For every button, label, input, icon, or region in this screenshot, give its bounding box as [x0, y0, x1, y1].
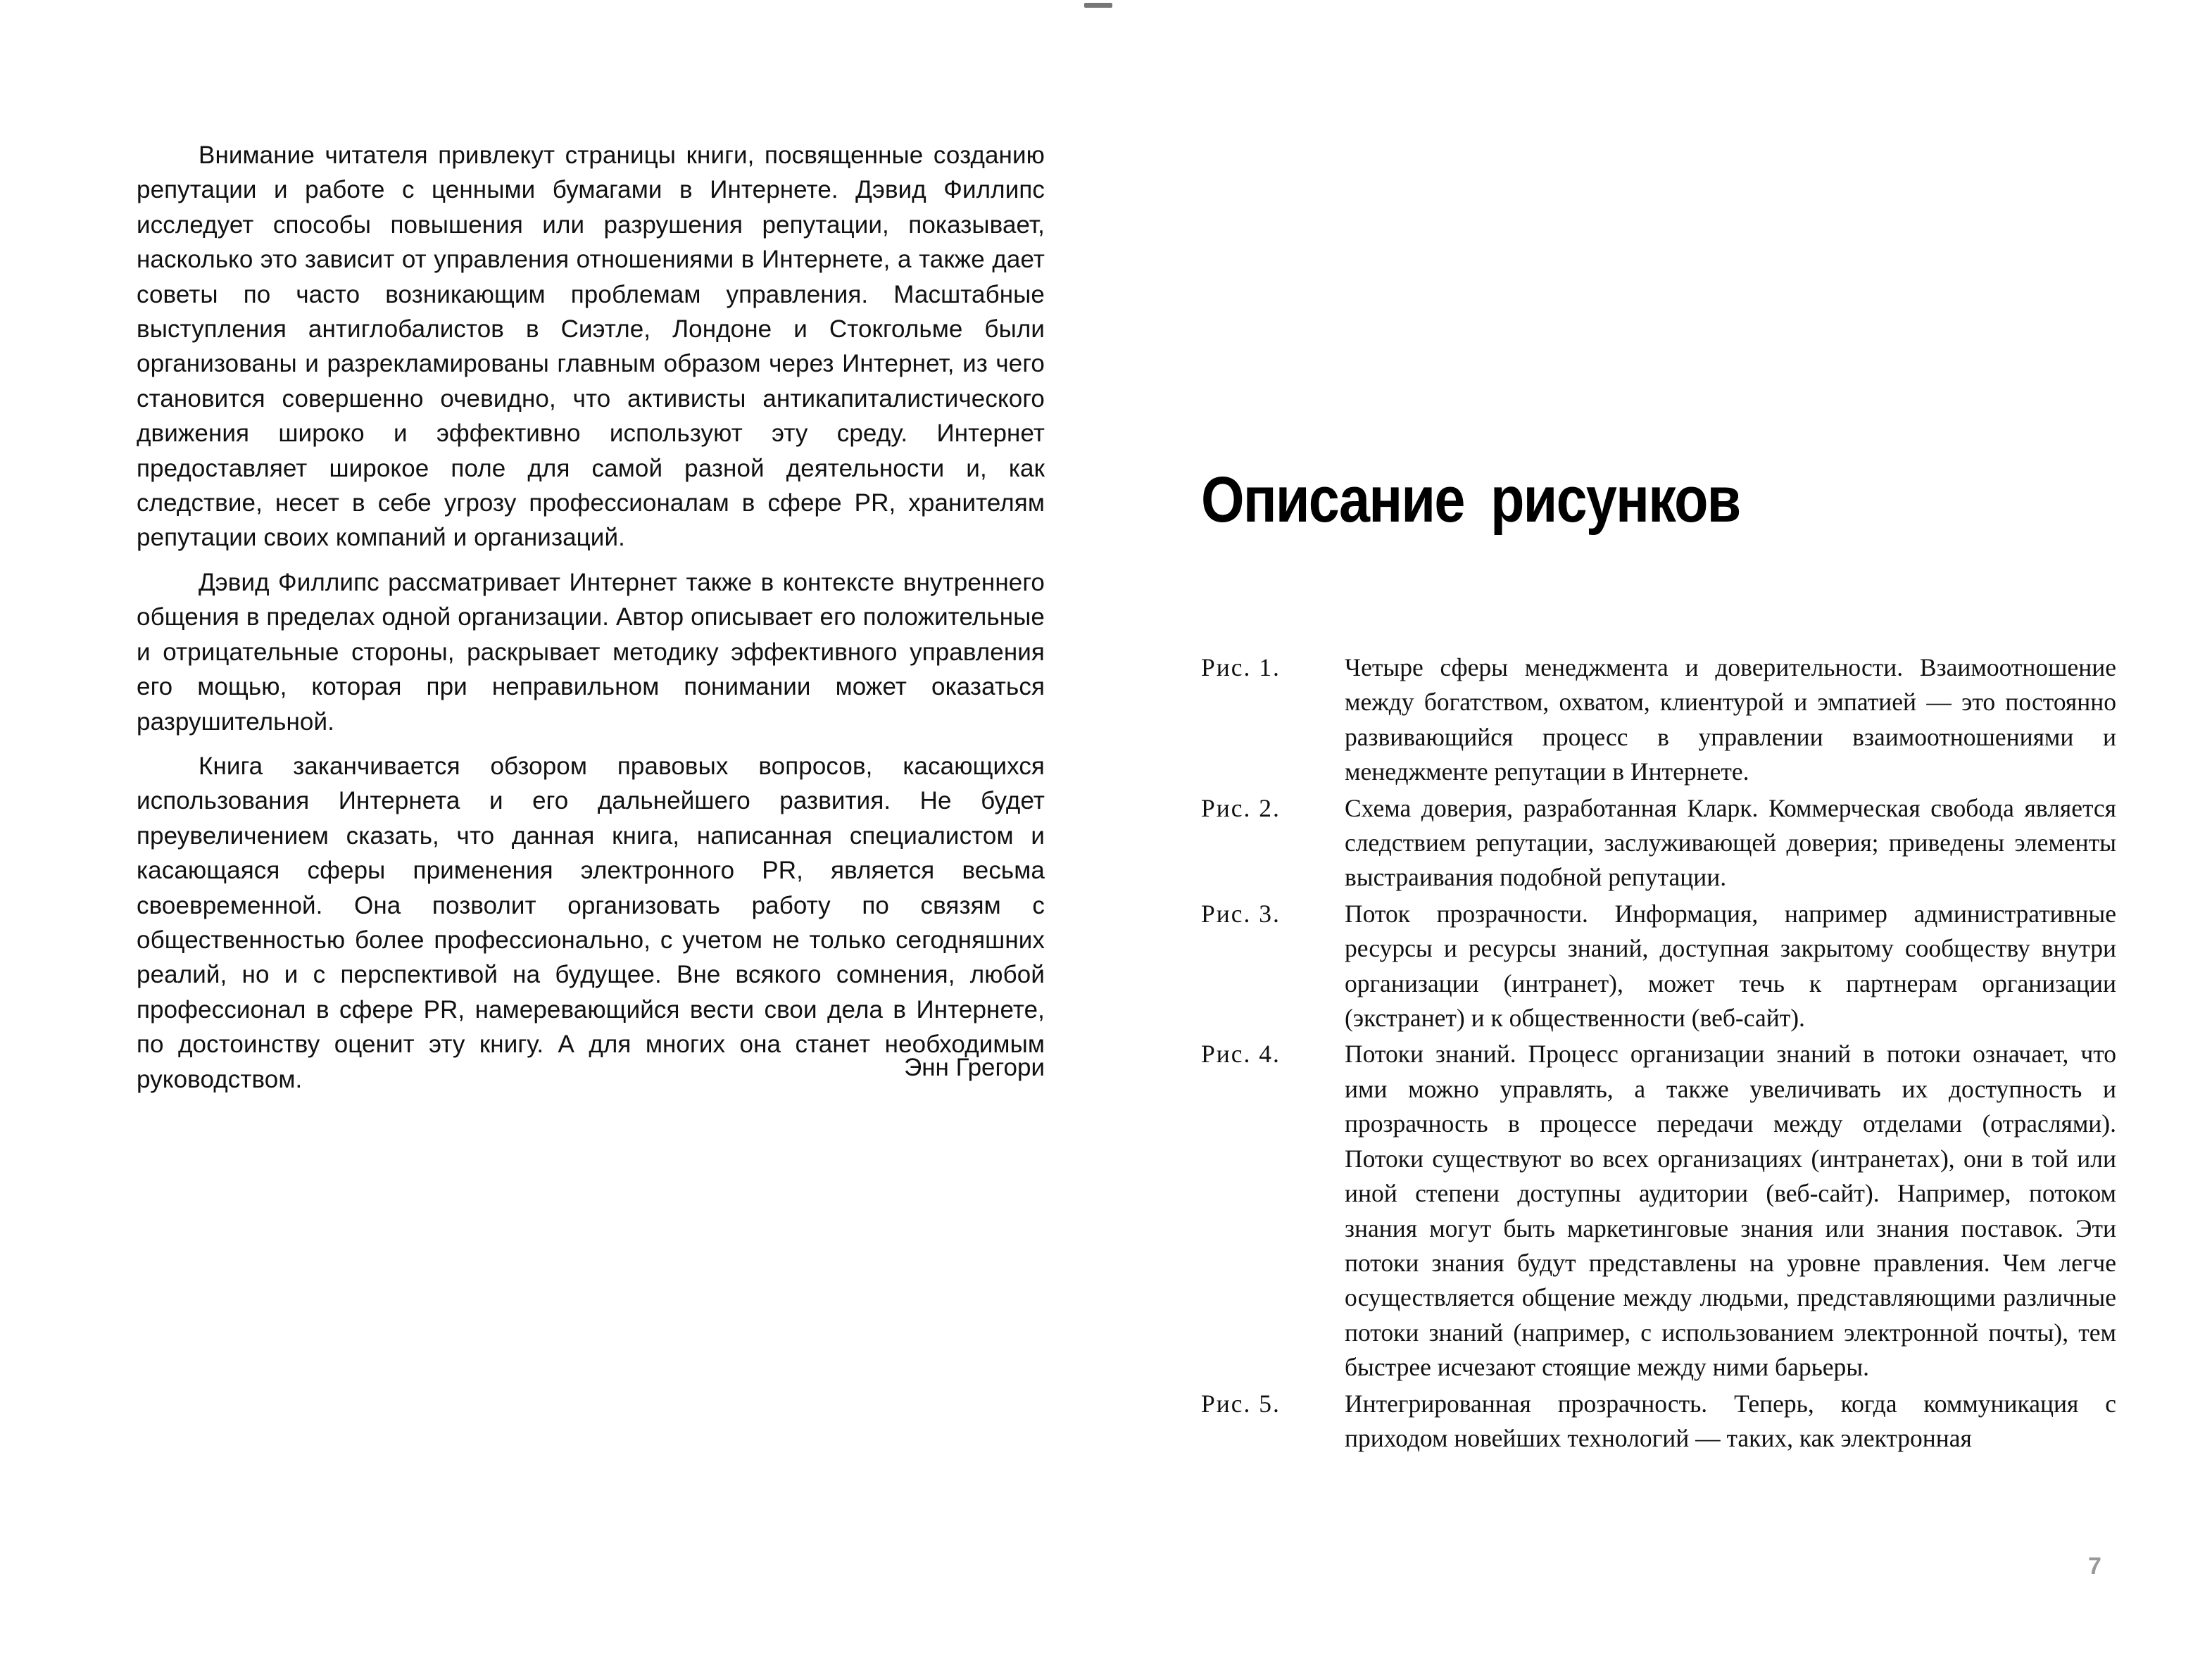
figure-label: Рис. 1. — [1201, 653, 1281, 681]
figure-label: Рис. 2. — [1201, 793, 1281, 822]
figure-label: Рис. 5. — [1201, 1389, 1281, 1418]
chapter-title: Описание рисунков — [1201, 464, 1740, 536]
paragraph: Книга заканчивается обзором правовых вопросов, касающихся использования Интернета и его дальнейшего развития. Не будет преувеличением сказать, что данная книга, написанная специалистом и касающаяся сферы применения электронного PR, является весьма своевременной. Она позволит организовать работу по связям с общественностью более профессионально, с учетом не только сегодняшних реалий, но и с перспективой на будущее. Вне всякого сомнения, любой профессионал в сфере PR, намеревающийся вести свои дела в Интернете, по достоинству оценит эту книгу. А для многих она станет необходимым руководством. — [137, 752, 1045, 1093]
figure-description: Четыре сферы менеджмента и доверительности. Взаимоотношение между богатством, охватом, клиентурой и эмпатией — это постоянно развивающийся процесс в управлении взаимоотношениями и менеджменте репутации в Интернете. — [1345, 653, 2116, 786]
figure-entry — [1201, 897, 2116, 1036]
paragraph: Внимание читателя привлекут страницы книги, посвященные созданию репутации и работе с ценными бумагами в Интернете. Дэвид Филлипс исследует способы повышения или разрушения репутации, показывает, насколько это зависит от управления отношениями в Интернете, а также дает советы по часто возникающим проблемам управления. Масштабные выступления антиглобалистов в Сиэтле, Лондоне и Стокгольме были организованы и разрекламированы главным образом через Интернет, из чего становится совершенно очевидно, что активисты антикапиталистического движения широко и эффективно используют эту среду. Интернет предоставляет широкое поле для самой разной деятельности и, как следствие, несет в себе угрозу профессионалам в сфере PR, хранителям репутации своих компаний и организаций. — [137, 141, 1045, 552]
figure-description: Поток прозрачности. Информация, например административные ресурсы и ресурсы знаний, доступная закрытому сообществу внутри организации (интранет), может течь к партнерам организации (экстранет) и к общественности (веб-сайт). — [1345, 899, 2116, 1033]
figure-entry — [1201, 650, 2116, 790]
figure-list — [1201, 650, 2116, 1457]
figure-entry — [1201, 1037, 2116, 1385]
figure-description: Интегрированная прозрачность. Теперь, когда коммуникация с приходом новейших технологий — таких, как электронная — [1345, 1389, 2116, 1452]
figure-description: Потоки знаний. Процесс организации знаний в потоки означает, что ими можно управлять, а также увеличивать их доступность и прозрачность в процессе передачи между отделами (отраслями). Потоки существуют во всех организациях (интранетах), они в той или иной степени доступны аудитории (веб-сайт). Например, потоком знания могут быть маркетинговые знания или знания поставок. Эти потоки знания будут представлены на уровне правления. Чем легче осуществляется общение между людьми, представляющими различные потоки знаний (например, с использованием электронной почты), тем быстрее исчезают стоящие между ними барьеры. — [1345, 1040, 2116, 1382]
author-signature: Энн Грегори — [904, 1054, 1045, 1081]
figure-description: Схема доверия, разработанная Кларк. Коммерческая свобода является следствием репутации, заслуживающей доверия; приведены элементы выстраивания подобной репутации. — [1345, 793, 2116, 892]
left-page-text — [137, 138, 1045, 1107]
figure-label: Рис. 4. — [1201, 1040, 1281, 1069]
figure-entry — [1201, 1387, 2116, 1456]
page-number: 7 — [2088, 1553, 2101, 1580]
paragraph: Дэвид Филлипс рассматривает Интернет также в контексте внутреннего общения в пределах одной организации. Автор описывает его положительные и отрицательные стороны, раскрывает методику эффективного управления его мощью, которая при неправильном понимании может оказаться разрушительной. — [137, 568, 1045, 736]
figure-entry — [1201, 791, 2116, 895]
top-edge-mark — [1084, 3, 1112, 8]
figure-label: Рис. 3. — [1201, 899, 1281, 928]
